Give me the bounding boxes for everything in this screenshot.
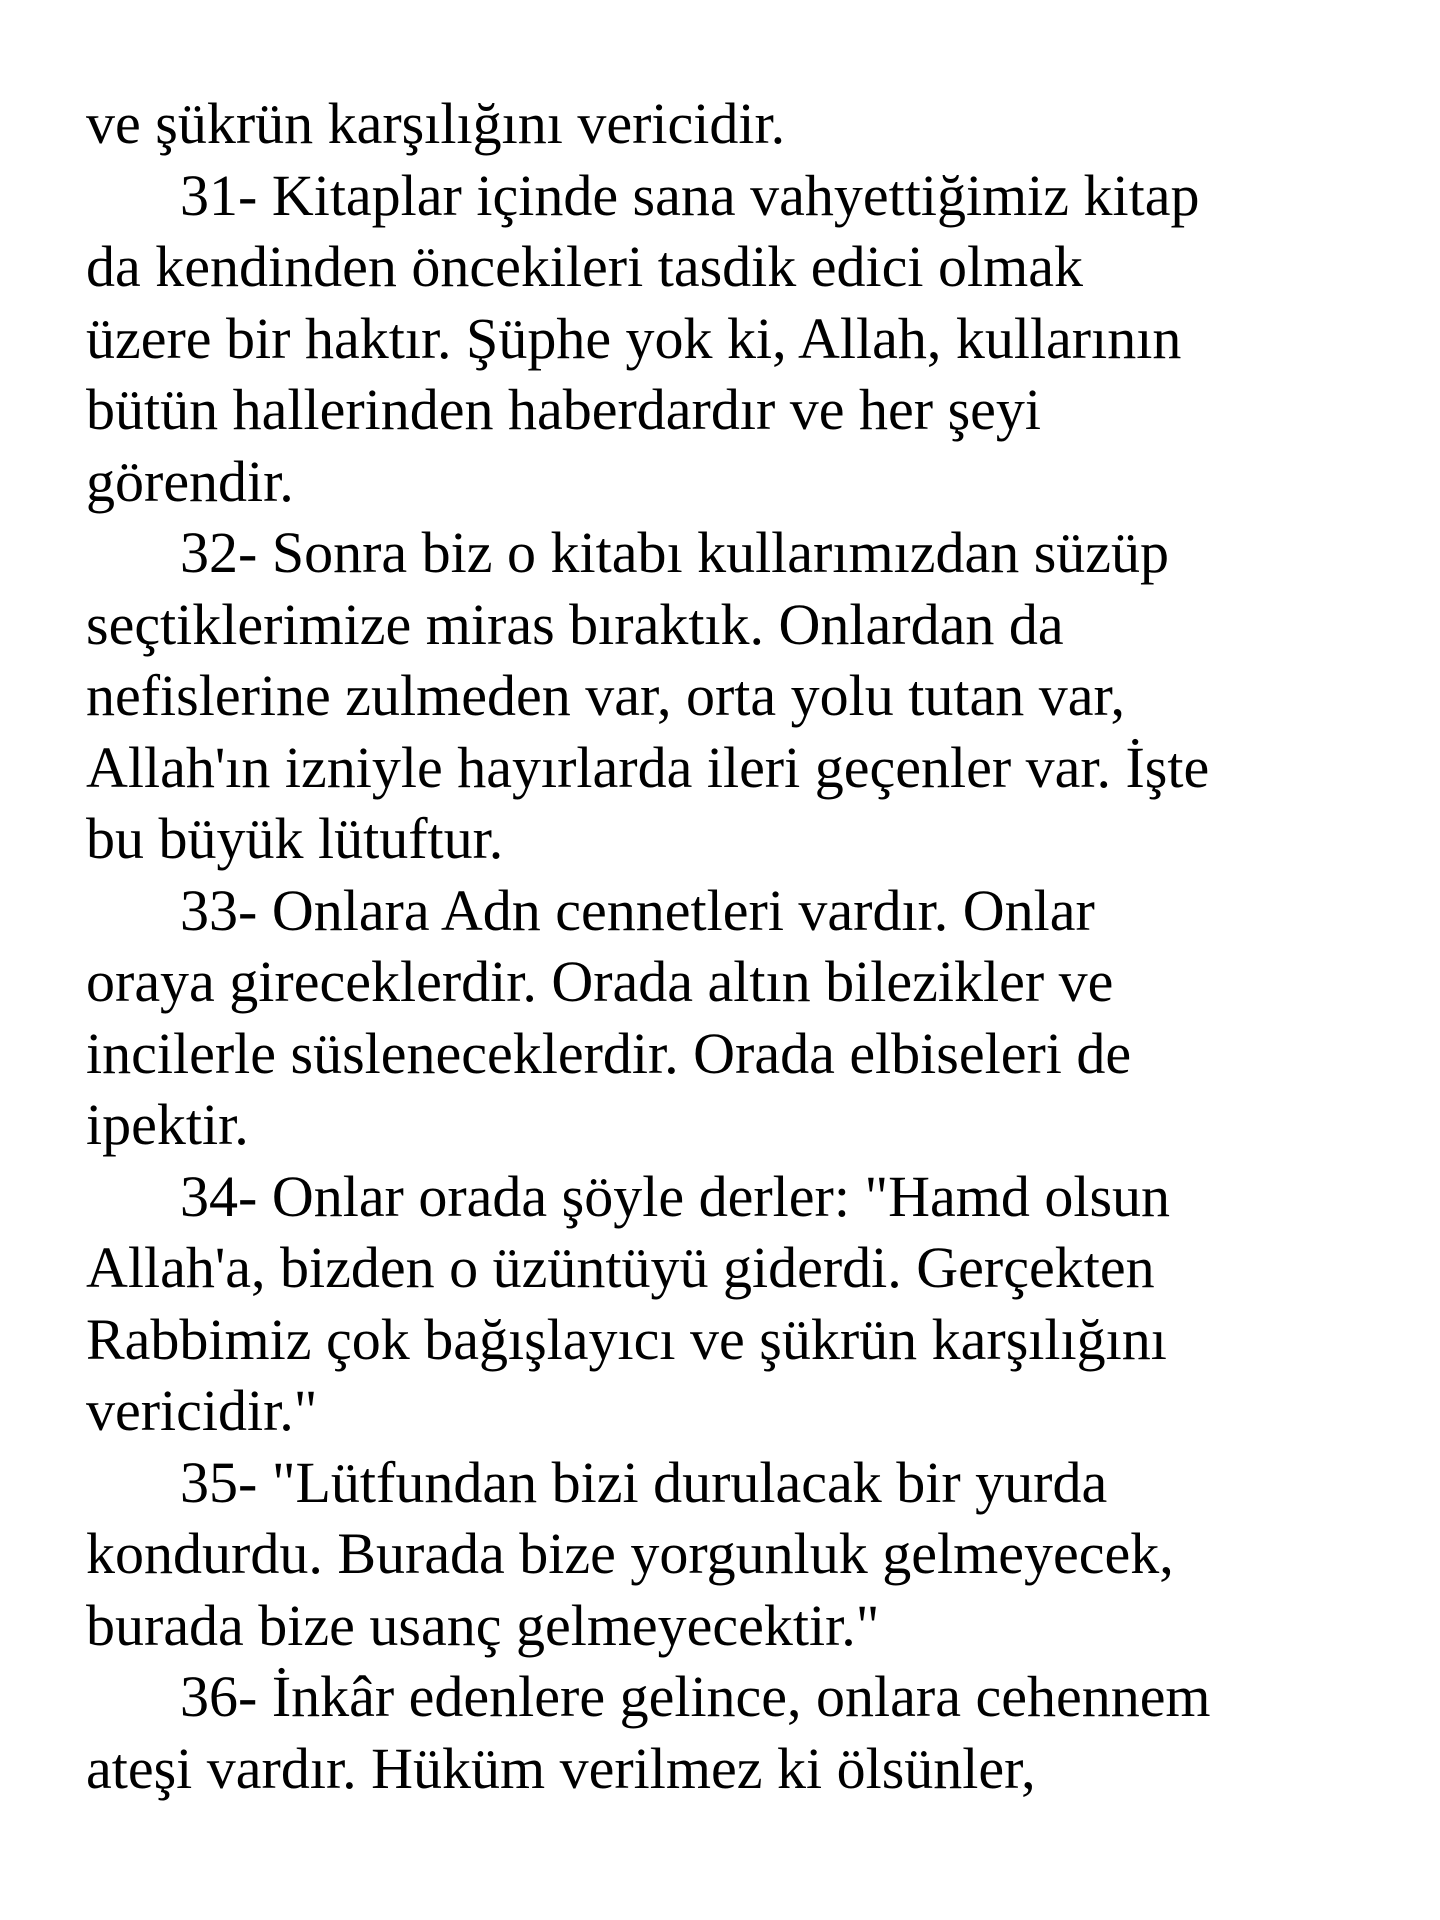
text-line: görendir. [86, 448, 294, 514]
verse-31-start: 31- Kitaplar içinde sana vahyettiğimiz kitap [180, 162, 1200, 228]
verse-32-start: 32- Sonra biz o kitabı kullarımızdan süzüp [180, 520, 1170, 585]
text-line: Allah'ın izniyle hayırlarda ileri geçenler var. İşte [86, 734, 1210, 800]
text-line: burada bize usanç gelmeyecektir." [86, 1592, 880, 1658]
text-line: Rabbimiz çok bağışlayıcı ve şükrün karşılığını [86, 1306, 1167, 1372]
document-page [86, 88, 1386, 1804]
text-line: bütün hallerinden haberdardır ve her şeyi [86, 377, 1042, 442]
text-line: oraya gireceklerdir. Orada altın bilezikler ve [86, 949, 1114, 1014]
text-line: seçtiklerimize miras bıraktık. Onlardan da [86, 591, 1064, 657]
text-line: ateşi vardır. Hüküm verilmez ki ölsünler, [86, 1735, 1036, 1801]
text-line: vericidir." [86, 1378, 318, 1443]
text-line: Allah'a, bizden o üzüntüyü giderdi. Gerçekten [86, 1235, 1155, 1300]
text-line: incilerle süsleneceklerdir. Orada elbiseleri de [86, 1020, 1132, 1086]
verse-34-start: 34- Onlar orada şöyle derler: "Hamd olsun [180, 1163, 1171, 1229]
verse-36-start: 36- İnkâr edenlere gelince, onlara cehennem [180, 1664, 1211, 1729]
text-line: da kendinden öncekileri tasdik edici olmak [86, 234, 1083, 299]
text-line: üzere bir haktır. Şüphe yok ki, Allah, kullarının [86, 305, 1182, 371]
text-line: ipektir. [86, 1092, 249, 1157]
text-line: ve şükrün karşılığını vericidir. [86, 91, 786, 156]
text-line: bu büyük lütuftur. [86, 806, 504, 871]
text-line: nefislerine zulmeden var, orta yolu tutan var, [86, 663, 1125, 728]
text-line: kondurdu. Burada bize yorgunluk gelmeyecek, [86, 1521, 1174, 1586]
verse-33-start: 33- Onlara Adn cennetleri vardır. Onlar [180, 877, 1095, 943]
verse-35-start: 35- "Lütfundan bizi durulacak bir yurda [180, 1449, 1108, 1515]
